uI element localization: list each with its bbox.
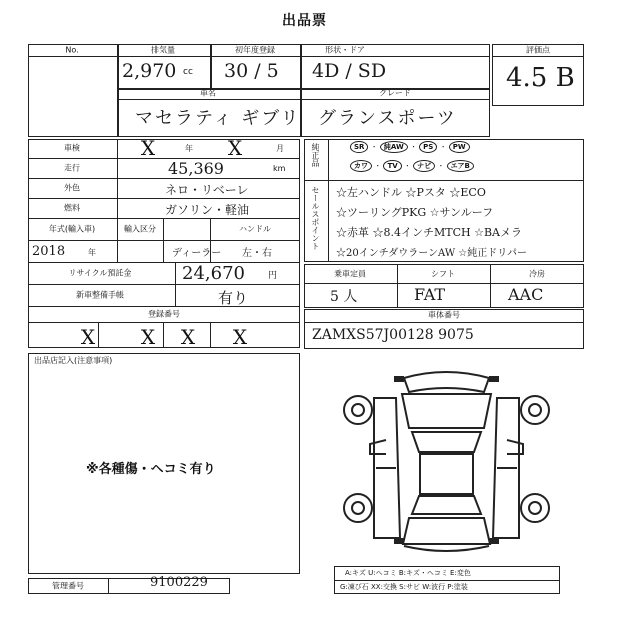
equip-airbag: エアB [447, 160, 474, 172]
first-reg-label: 初年度登録 [235, 45, 275, 55]
legend-row-2: G:凍び石 XX:交換 S:サビ W:波行 P:塗装 [340, 583, 468, 591]
equip-aw: 純AW [380, 141, 408, 153]
score-label: 評価点 [526, 45, 550, 55]
equip-ps: PS [419, 141, 437, 153]
grade-label: グレード [379, 88, 411, 98]
inspection-year-mark: X [140, 136, 156, 160]
body-label: 形状・ドア [325, 45, 365, 55]
equip-tv: TV [383, 160, 401, 172]
ac-label: 冷房 [529, 269, 545, 279]
equip-leather: カワ [350, 160, 372, 172]
no-label: No. [65, 45, 79, 55]
inspection-label: 車検 [64, 143, 80, 153]
inspection-month-mark: X [227, 136, 243, 160]
inspection-year-unit: 年 [185, 144, 193, 153]
capacity-value: 5 人 [330, 289, 358, 305]
recycle-value: 24,670 [182, 263, 245, 284]
mileage-unit: km [273, 164, 286, 173]
recycle-unit: 円 [268, 271, 278, 281]
body-value: 4D / SD [312, 60, 387, 82]
equipment-row-1: SR ・ 純AW ・ PS ・ PW [350, 141, 470, 153]
car-name-value: マセラティ ギブリ [135, 108, 301, 129]
import-year-value: 2018 [32, 244, 66, 259]
new-car-label: 新車整備手帳 [76, 290, 124, 300]
sales-point-1: ☆左ハンドル ☆Pスタ ☆ECO [336, 186, 486, 199]
equip-sr: SR [350, 141, 368, 153]
reg-mark-1: X [80, 325, 96, 349]
handle-value: 左・右 [242, 248, 272, 259]
fuel-value: ガソリン・軽油 [165, 203, 250, 217]
equipment-row-2: カワ ・ TV ・ ナビ ・ エアB [350, 160, 474, 172]
score-value: 4.5 B [506, 63, 575, 93]
color-value: ネロ・リベーレ [165, 183, 249, 197]
vin-label: 車体番号 [428, 310, 460, 320]
reg-no-label: 登録番号 [148, 309, 180, 319]
import-year-unit: 年 [88, 248, 96, 257]
fuel-label: 燃料 [64, 203, 80, 213]
inspection-month-unit: 月 [276, 144, 284, 153]
sales-point-4: ☆20インチダウラーンAW ☆純正ドリパー [336, 248, 527, 259]
recycle-label: リサイクル預託金 [68, 268, 132, 278]
exhaust-value: 2,970 [122, 60, 177, 82]
shift-value: FAT [414, 285, 446, 304]
notes-text: ※各種傷・ヘコミ有り [86, 462, 216, 477]
manage-value: 9100229 [150, 575, 208, 590]
new-car-value: 有り [218, 289, 249, 307]
notes-label: 出品店記入(注意事項) [34, 356, 113, 365]
sales-point-2: ☆ツーリングPKG ☆サンルーフ [336, 206, 494, 219]
handle-label: ハンドル [239, 224, 271, 234]
mileage-value: 45,369 [168, 159, 224, 178]
ac-value: AAC [508, 285, 544, 304]
capacity-label: 乗車定員 [334, 269, 366, 279]
car-name-label: 車名 [200, 88, 216, 98]
reg-mark-2: X [140, 325, 156, 349]
shift-label: シフト [431, 269, 455, 279]
grade-value: グランスポーツ [318, 108, 457, 129]
equip-pw: PW [449, 141, 470, 153]
reg-mark-3: X [180, 325, 196, 349]
car-damage-diagram [334, 358, 559, 563]
legend-row-1: A:キズ U:ヘコミ B:キズ・ヘコミ E:変色 [345, 569, 471, 577]
import-type-label: 輸入区分 [124, 224, 156, 234]
equip-navi: ナビ [413, 160, 435, 172]
import-year-label: 年式(輸入車) [48, 224, 96, 234]
first-reg-value: 30 / 5 [224, 60, 279, 82]
import-type-value: ディーラー [172, 248, 222, 259]
mileage-label: 走行 [64, 163, 80, 173]
sales-point-label: セールスポイント [311, 186, 320, 250]
exhaust-label: 排気量 [151, 45, 175, 55]
vin-value: ZAMXS57J00128 9075 [312, 327, 474, 343]
equipment-label: 純正品 [311, 143, 320, 167]
exhaust-unit: cc [183, 67, 193, 77]
reg-mark-4: X [232, 325, 248, 349]
manage-label: 管理番号 [52, 581, 84, 591]
sheet-title: 出品票 [282, 13, 327, 29]
sales-point-3: ☆赤革 ☆8.4インチMTCH ☆BAメラ [336, 226, 522, 239]
color-label: 外色 [64, 183, 80, 193]
